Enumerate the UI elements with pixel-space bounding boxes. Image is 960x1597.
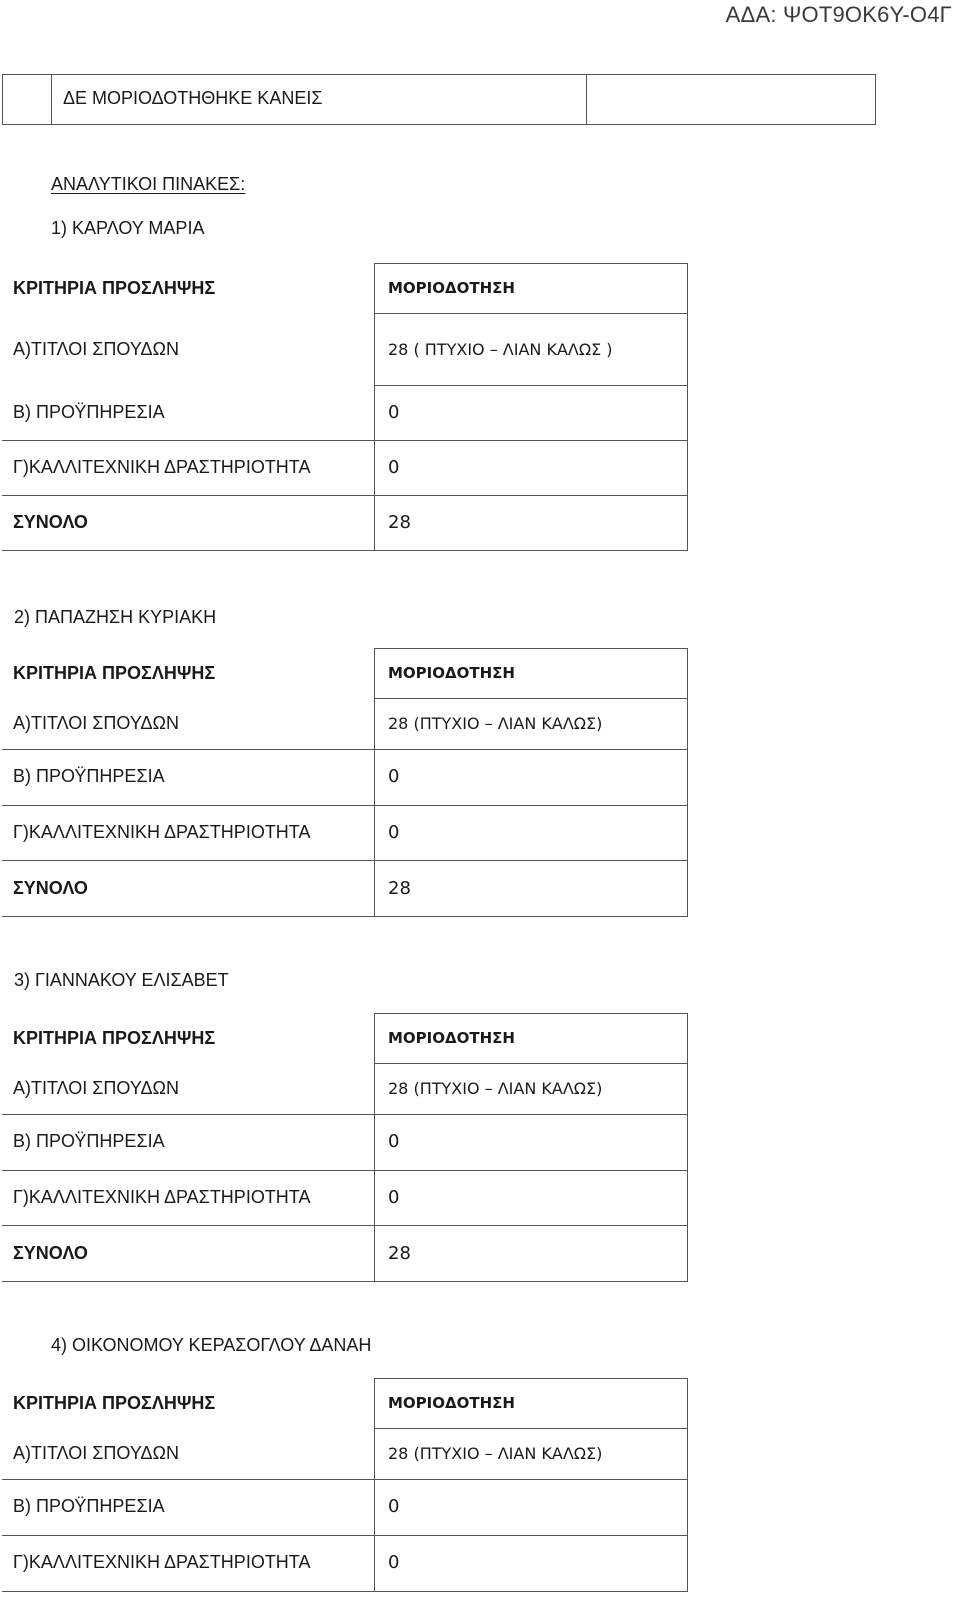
criterion-label: Γ)ΚΑΛΛΙΤΕΧΝΙΚΗ ΔΡΑΣΤΗΡΙΟΤΗΤΑ — [13, 1187, 311, 1207]
criteria-header: ΚΡΙΤΗΡΙΑ ΠΡΟΣΛΗΨΗΣ — [13, 1027, 216, 1048]
criterion-value: 0 — [388, 1552, 400, 1573]
table-row — [2, 440, 689, 495]
table-row — [2, 1170, 689, 1225]
score-header: ΜΟΡΙΟΔΟΤΗΣΗ — [388, 1394, 515, 1412]
table-row — [2, 313, 689, 385]
criterion-label: Α)ΤΙΤΛΟΙ ΣΠΟΥΔΩΝ — [13, 712, 179, 733]
total-value: 28 — [388, 1242, 411, 1264]
candidate-table — [2, 263, 689, 550]
criterion-label: Β) ΠΡΟΫΠΗΡΕΣΙΑ — [13, 766, 165, 786]
criterion-value: 0 — [388, 822, 400, 843]
table-row — [2, 1063, 689, 1113]
total-label: ΣΥΝΟΛΟ — [13, 877, 88, 898]
total-value: 28 — [388, 512, 411, 533]
table-header-row — [2, 648, 689, 698]
table-row — [2, 748, 689, 805]
total-label: ΣΥΝΟΛΟ — [13, 512, 88, 532]
criterion-value: 0 — [388, 457, 400, 478]
criterion-label: Α)ΤΙΤΛΟΙ ΣΠΟΥΔΩΝ — [13, 1077, 179, 1098]
candidate-name: 3) ΓΙΑΝΝΑΚΟΥ ΕΛΙΣΑΒΕΤ — [14, 970, 229, 990]
candidate-table — [2, 1378, 689, 1590]
table-total-row — [2, 860, 689, 916]
criterion-value: 28 (ΠΤΥΧΙΟ – ΛΙΑΝ ΚΑΛΩΣ) — [388, 713, 603, 733]
table-header-row — [2, 1013, 689, 1063]
criterion-label: Γ)ΚΑΛΛΙΤΕΧΝΙΚΗ ΔΡΑΣΤΗΡΙΟΤΗΤΑ — [13, 822, 311, 842]
top-table-cell-number — [3, 75, 52, 124]
criteria-header: ΚΡΙΤΗΡΙΑ ΠΡΟΣΛΗΨΗΣ — [13, 277, 216, 298]
table-row — [2, 805, 689, 860]
table-row — [2, 698, 689, 748]
analytical-tables-heading: ΑΝΑΛΥΤΙΚΟΙ ΠΙΝΑΚΕΣ: — [51, 174, 246, 194]
table-row — [2, 385, 689, 440]
criteria-header: ΚΡΙΤΗΡΙΑ ΠΡΟΣΛΗΨΗΣ — [13, 662, 216, 683]
criterion-label: Α)ΤΙΤΛΟΙ ΣΠΟΥΔΩΝ — [13, 338, 179, 359]
criterion-label: Β) ΠΡΟΫΠΗΡΕΣΙΑ — [13, 1496, 165, 1516]
top-table-cell-empty — [587, 75, 875, 124]
candidate-table — [2, 648, 689, 916]
candidate-name: 2) ΠΑΠΑΖΗΣΗ ΚΥΡΙΑΚΗ — [14, 607, 217, 627]
criterion-label: Γ)ΚΑΛΛΙΤΕΧΝΙΚΗ ΔΡΑΣΤΗΡΙΟΤΗΤΑ — [13, 1552, 311, 1572]
table-row — [2, 1535, 689, 1590]
table-total-row — [2, 1225, 689, 1281]
table-row — [2, 1113, 689, 1170]
criterion-label: Β) ΠΡΟΫΠΗΡΕΣΙΑ — [13, 1131, 165, 1151]
criterion-value: 0 — [388, 402, 400, 423]
total-value: 28 — [388, 877, 411, 899]
criterion-value: 28 (ΠΤΥΧΙΟ – ΛΙΑΝ ΚΑΛΩΣ) — [388, 1078, 603, 1098]
table-total-row — [2, 495, 689, 550]
document-ada-code: ΑΔΑ: ΨΟΤ9ΟΚ6Υ-Ο4Γ — [725, 2, 952, 27]
total-label: ΣΥΝΟΛΟ — [13, 1242, 88, 1263]
criterion-value: 28 ( ΠΤΥΧΙΟ – ΛΙΑΝ ΚΑΛΩΣ ) — [388, 339, 613, 359]
table-header-row — [2, 1378, 689, 1428]
top-table-cell-text: ΔΕ ΜΟΡΙΟΔΟΤΗΘΗΚΕ ΚΑΝΕΙΣ — [52, 75, 587, 124]
no-score-table — [2, 74, 876, 125]
score-header: ΜΟΡΙΟΔΟΤΗΣΗ — [388, 664, 515, 682]
score-header: ΜΟΡΙΟΔΟΤΗΣΗ — [388, 279, 515, 297]
criterion-label: Α)ΤΙΤΛΟΙ ΣΠΟΥΔΩΝ — [13, 1442, 179, 1463]
candidate-name: 4) ΟΙΚΟΝΟΜΟΥ ΚΕΡΑΣΟΓΛΟΥ ΔΑΝΑΗ — [51, 1335, 372, 1355]
criterion-value: 0 — [388, 1496, 400, 1517]
table-row — [2, 1428, 689, 1478]
score-header: ΜΟΡΙΟΔΟΤΗΣΗ — [388, 1029, 515, 1047]
criterion-label: Γ)ΚΑΛΛΙΤΕΧΝΙΚΗ ΔΡΑΣΤΗΡΙΟΤΗΤΑ — [13, 457, 311, 477]
criterion-value: 0 — [388, 1187, 400, 1208]
table-header-row — [2, 263, 689, 313]
criterion-value: 28 (ΠΤΥΧΙΟ – ΛΙΑΝ ΚΑΛΩΣ) — [388, 1443, 603, 1463]
candidate-table — [2, 1013, 689, 1281]
criteria-header: ΚΡΙΤΗΡΙΑ ΠΡΟΣΛΗΨΗΣ — [13, 1392, 216, 1413]
criterion-label: Β) ΠΡΟΫΠΗΡΕΣΙΑ — [13, 402, 165, 422]
table-row — [2, 1478, 689, 1535]
candidate-name: 1) ΚΑΡΛΟΥ ΜΑΡΙΑ — [51, 218, 205, 238]
criterion-value: 0 — [388, 1131, 400, 1152]
criterion-value: 0 — [388, 766, 400, 787]
